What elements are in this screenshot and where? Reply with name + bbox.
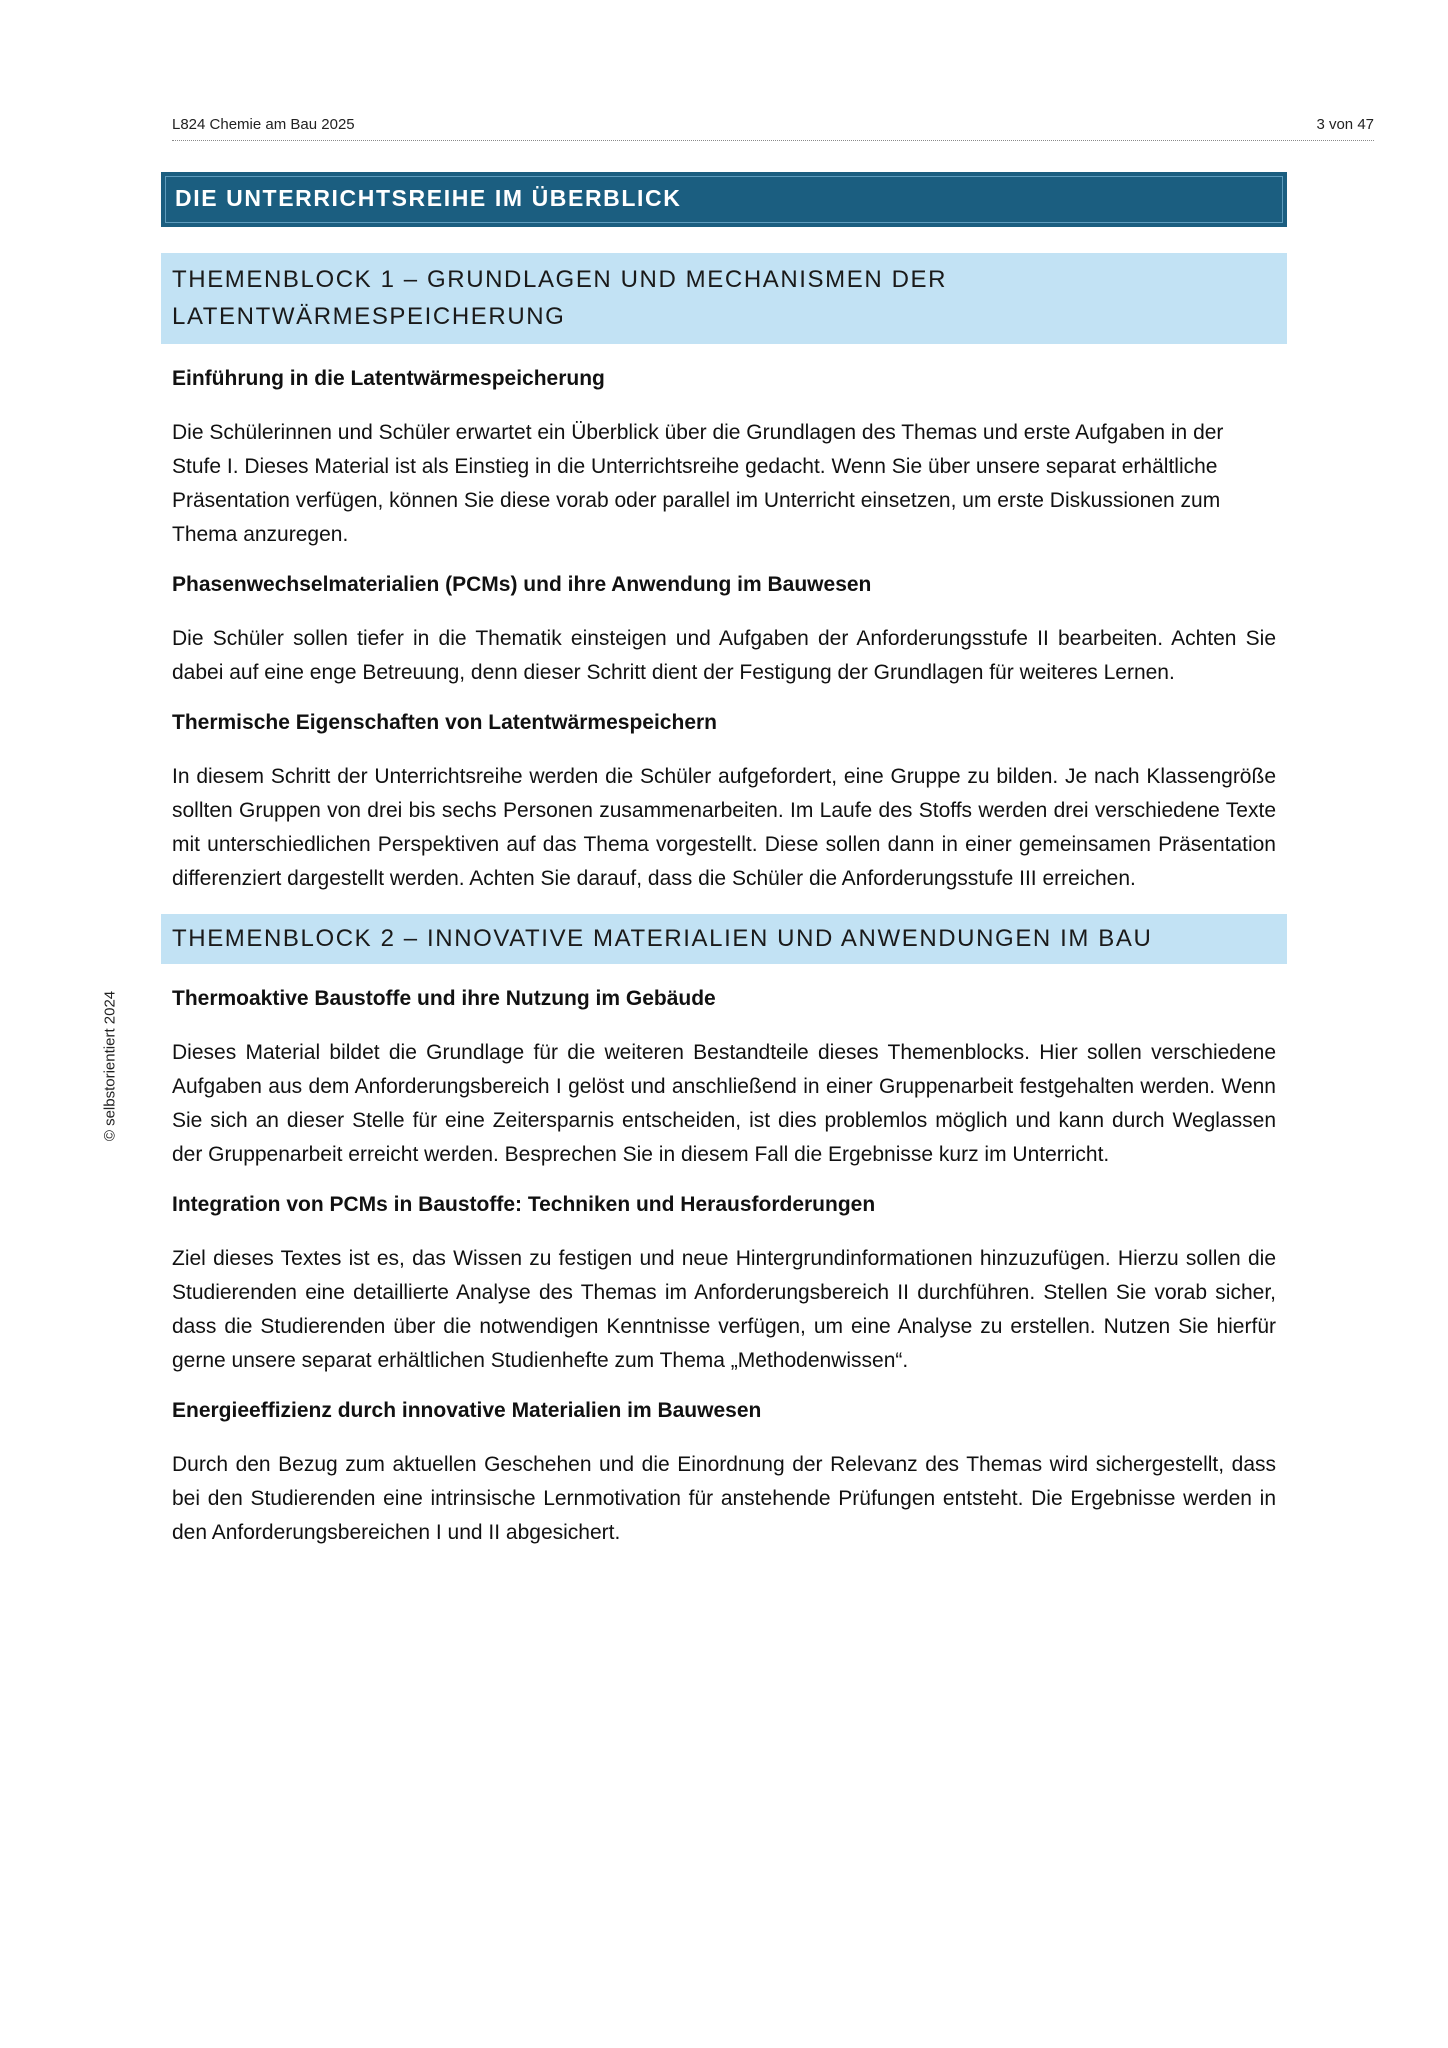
- section: [161, 362, 1287, 552]
- document-title: L824 Chemie am Bau 2025: [172, 116, 355, 133]
- page-content: [161, 172, 1287, 1566]
- page-number: 3 von 47: [1316, 116, 1374, 133]
- section-text: In diesem Schritt der Unterrichtsreihe werden die Schüler aufgefordert, eine Gruppe zu bilden. Je nach Klassengröße sollten Gruppen von drei bis sechs Personen zusammenarbeiten. Im Laufe des Stoffs werden drei verschiedene Texte mit unterschiedlichen Perspektiven auf das Thema vorgestellt. Diese sollen dann in einer gemeinsamen Präsentation differenziert dargestellt werden. Achten Sie darauf, dass die Schüler die Anforderungsstufe III erreichen.: [172, 765, 1276, 890]
- section-text: Ziel dieses Textes ist es, das Wissen zu festigen und neue Hintergrundinformationen hinzuzufügen. Hierzu sollen die Studierenden eine detaillierte Analyse des Themas im Anforderungsbereich II durchführen. Stellen Sie vorab sicher, dass die Studierenden über die notwendigen Kenntnisse verfügen, um eine Analyse zu erstellen. Nutzen Sie hierfür gerne unsere separat erhältlichen Studienhefte zum Thema „Methodenwissen“.: [172, 1247, 1276, 1372]
- themenblock-1: [161, 253, 1287, 896]
- section-title: Phasenwechselmaterialien (PCMs) und ihre Anwendung im Bauwesen: [172, 573, 872, 596]
- section-title: Thermische Eigenschaften von Latentwärmespeichern: [172, 711, 717, 734]
- section-text: Durch den Bezug zum aktuellen Geschehen und die Einordnung der Relevanz des Themas wird sichergestellt, dass bei den Studierenden eine intrinsische Lernmotivation für anstehende Prüfungen entsteht. Die Ergebnisse werden in den Anforderungsbereichen I und II abgesichert.: [172, 1453, 1276, 1544]
- section: [161, 982, 1287, 1172]
- section: [161, 1394, 1287, 1550]
- section-title: Integration von PCMs in Baustoffe: Techniken und Herausforderungen: [172, 1193, 876, 1216]
- section-title: Thermoaktive Baustoffe und ihre Nutzung im Gebäude: [172, 987, 716, 1010]
- themenblock-2: [161, 914, 1287, 1550]
- section-text: Dieses Material bildet die Grundlage für die weiteren Bestandteile dieses Themenblocks. Hier sollen verschiedene Aufgaben aus dem Anforderungsbereich I gelöst und anschließend in einer Gruppenarbeit festgehalten werden. Wenn Sie sich an dieser Stelle für eine Zeitersparnis entscheiden, ist dies problemlos möglich und kann durch Weglassen der Gruppenarbeit erreicht werden. Besprechen Sie in diesem Fall die Ergebnisse kurz im Unterricht.: [172, 1041, 1276, 1166]
- section: [161, 568, 1287, 690]
- copyright-note: © selbstorientiert 2024: [101, 990, 119, 1142]
- section-text: Die Schülerinnen und Schüler erwartet ein Überblick über die Grundlagen des Themas und erste Aufgaben in der Stufe I. Dieses Material ist als Einstieg in die Unterrichtsreihe gedacht. Wenn Sie über unsere separat erhältliche Präsentation verfügen, können Sie diese vorab oder parallel im Unterricht einsetzen, um erste Diskussionen zum Thema anzuregen.: [172, 421, 1224, 546]
- section: [161, 706, 1287, 896]
- themenblock-heading: THEMENBLOCK 2 – INNOVATIVE MATERIALIEN UND ANWENDUNGEN IM BAU: [161, 914, 1287, 964]
- section-text: Die Schüler sollen tiefer in die Thematik einsteigen und Aufgaben der Anforderungsstufe II bearbeiten. Achten Sie dabei auf eine enge Betreuung, denn dieser Schritt dient der Festigung der Grundlagen für weiteres Lernen.: [172, 627, 1276, 684]
- section-title: Energieeffizienz durch innovative Materialien im Bauwesen: [172, 1399, 762, 1422]
- themenblock-heading: THEMENBLOCK 1 – GRUNDLAGEN UND MECHANISMEN DER LATENTWÄRMESPEICHERUNG: [161, 253, 1287, 344]
- page-header: [172, 114, 1374, 141]
- section: [161, 1188, 1287, 1378]
- section-title: Einführung in die Latentwärmespeicherung: [172, 367, 605, 390]
- main-title-bar: [161, 172, 1287, 227]
- main-title: DIE UNTERRICHTSREIHE IM ÜBERBLICK: [165, 176, 1283, 223]
